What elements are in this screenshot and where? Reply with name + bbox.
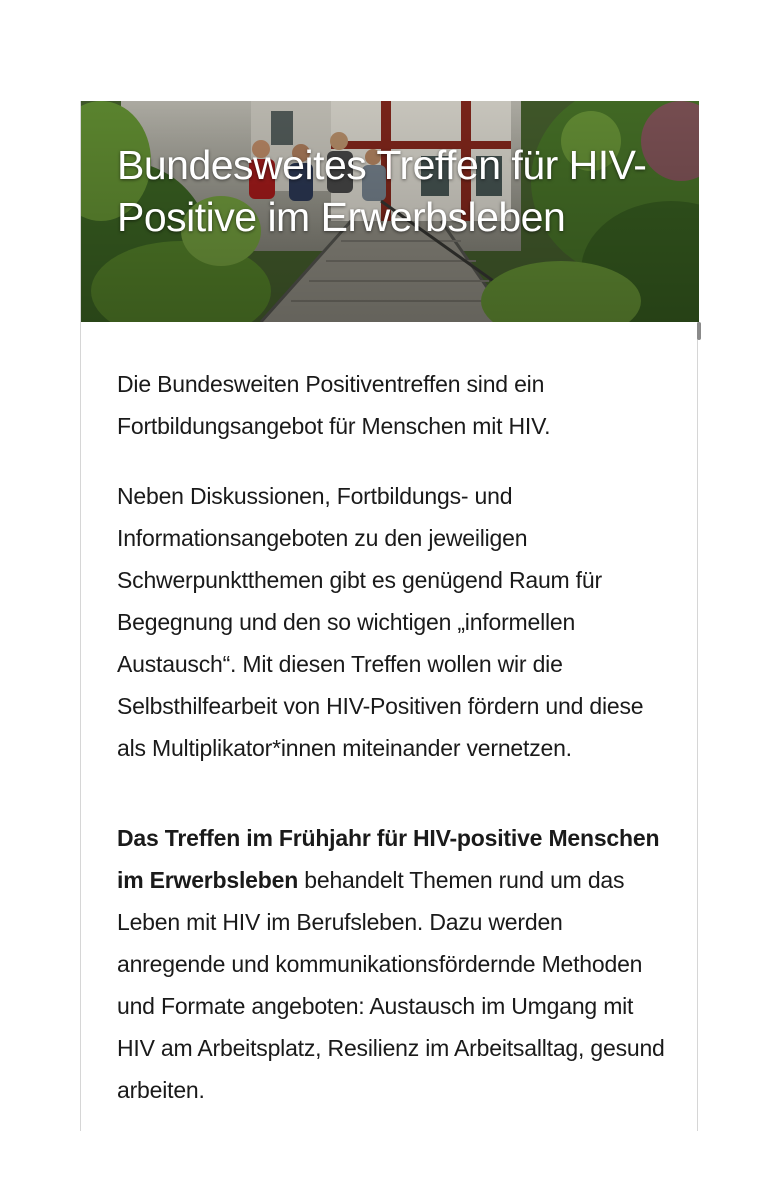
spring-meeting-highlight: Das Treffen im Frühjahr für HIV-positive Menschen im Erwerbsleben — [117, 825, 660, 893]
article-body — [117, 363, 669, 1111]
intro-paragraph: Die Bundesweiten Positiventreffen sind ein Fortbildungsangebot für Menschen mit HIV. — [117, 371, 551, 439]
article-card — [80, 101, 698, 1131]
scrollbar[interactable] — [697, 322, 701, 340]
spring-meeting-text: behandelt Themen rund um das Leben mit HIV im Berufsleben. Dazu werden anregende und kommunikationsfördernde Methoden und Formate angeboten: Austausch im Umgang mit HIV am Arbeitsplatz, Resilienz im Arbeitsalltag, gesund arbeiten. — [117, 867, 665, 1103]
spring-meeting-paragraph — [117, 817, 669, 1111]
page-title: Bundesweites Treffen für HIV-Positive im Erwerbsleben — [117, 142, 647, 240]
hero-banner — [81, 101, 699, 322]
description-paragraph: Neben Diskussionen, Fortbildungs- und Informationsangeboten zu den jeweiligen Schwerpunktthemen gibt es genügend Raum für Begegnung und den so wichtigen „informellen Austausch“. Mit diesen Treffen wollen wir die Selbsthilfearbeit von HIV-Positiven fördern und diese als Multiplikator*innen miteinander vernetzen. — [117, 483, 644, 761]
